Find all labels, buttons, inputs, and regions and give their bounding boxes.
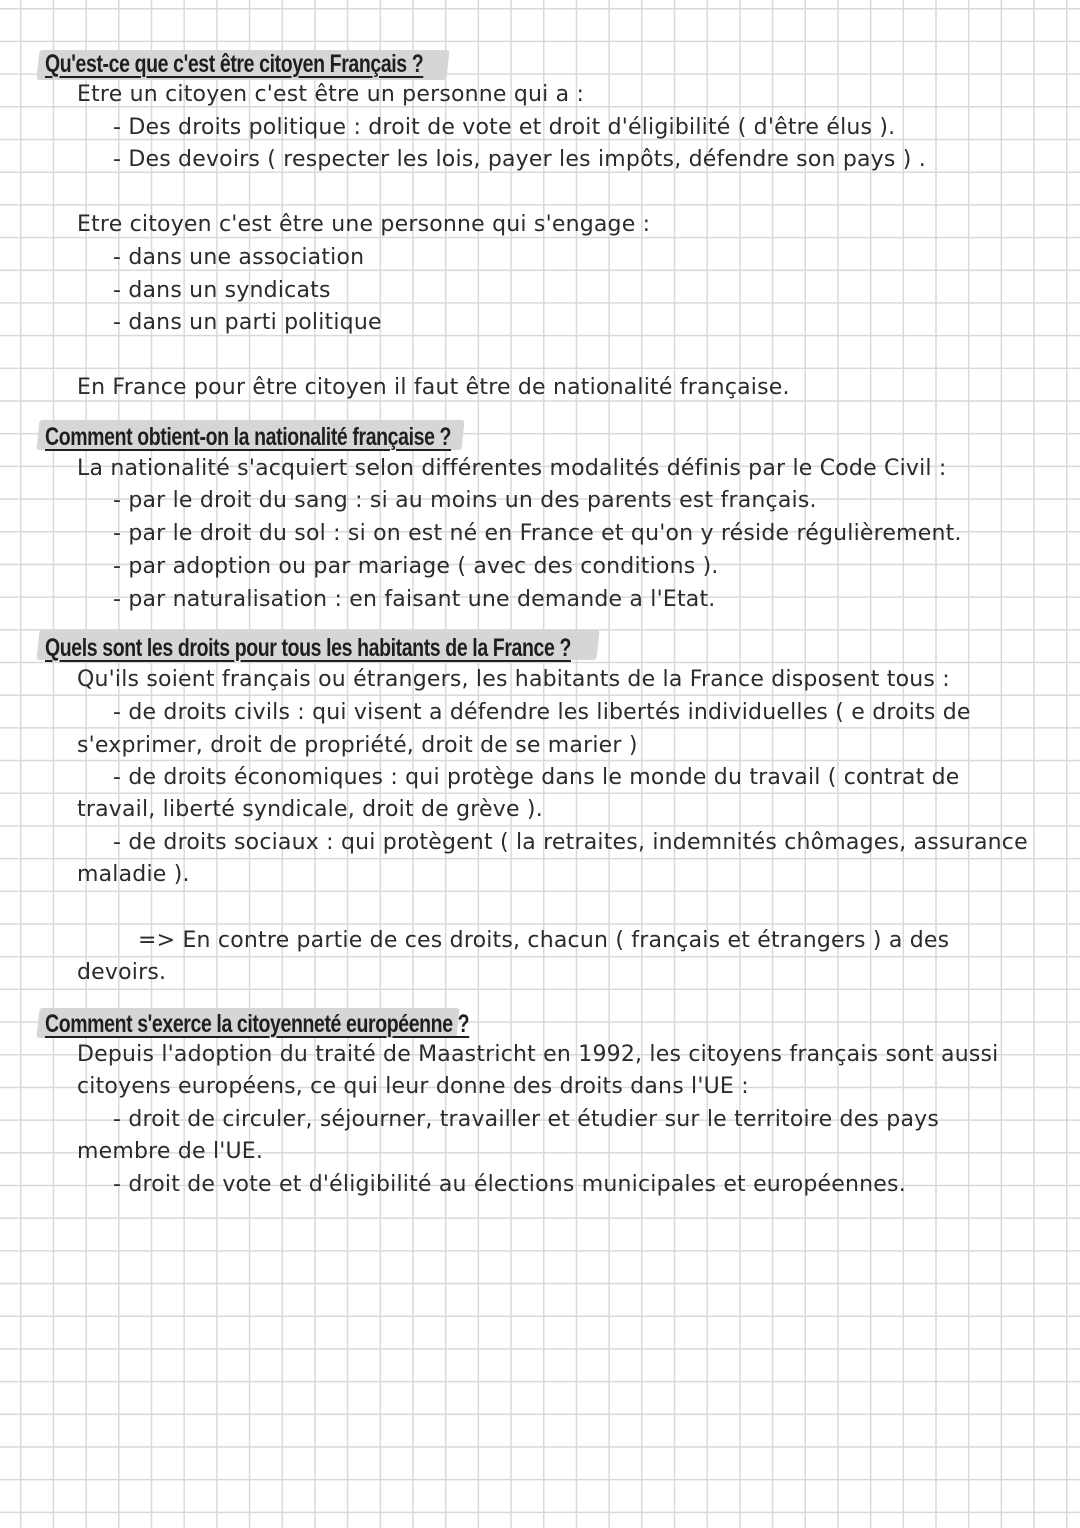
text-line: - droit de circuler, séjourner, travailler et étudier sur le territoire des pays xyxy=(113,1107,940,1132)
text-line: Etre un citoyen c'est être un personne qui a : xyxy=(77,82,585,107)
text-line: En France pour être citoyen il faut être de nationalité française. xyxy=(77,375,790,400)
text-line: - dans une association xyxy=(113,245,365,270)
text-line: - droit de vote et d'éligibilité au élections municipales et européennes. xyxy=(113,1172,906,1197)
text-line: - dans un parti politique xyxy=(113,310,382,335)
text-line: devoirs. xyxy=(77,960,167,985)
text-line: membre de l'UE. xyxy=(77,1139,264,1164)
text-line: Depuis l'adoption du traité de Maastricht en 1992, les citoyens français sont aussi xyxy=(77,1042,999,1067)
text-line: - de droits civils : qui visent a défendre les libertés individuelles ( e droits de xyxy=(113,700,971,725)
text-line: - par le droit du sang : si au moins un des parents est français. xyxy=(113,488,817,513)
text-line: Etre citoyen c'est être une personne qui s'engage : xyxy=(77,212,651,237)
section-heading: Comment s'exerce la citoyenneté européenne ? xyxy=(45,1010,470,1038)
text-line: => En contre partie de ces droits, chacun ( français et étrangers ) a des xyxy=(138,928,950,953)
section-heading: Comment obtient-on la nationalité française ? xyxy=(45,423,452,451)
text-line: maladie ). xyxy=(77,862,190,887)
text-line: - par le droit du sol : si on est né en France et qu'on y réside régulièrement. xyxy=(113,521,962,546)
text-line: La nationalité s'acquiert selon différentes modalités définis par le Code Civil : xyxy=(77,456,947,481)
text-line: Qu'ils soient français ou étrangers, les habitants de la France disposent tous : xyxy=(77,667,950,692)
text-line: - Des droits politique : droit de vote et droit d'éligibilité ( d'être élus ). xyxy=(113,115,896,140)
section-heading: Quels sont les droits pour tous les habitants de la France ? xyxy=(45,634,571,662)
section-heading: Qu'est-ce que c'est être citoyen Français ? xyxy=(45,50,424,78)
text-line: - par naturalisation : en faisant une demande a l'Etat. xyxy=(113,587,716,612)
text-line: - par adoption ou par mariage ( avec des conditions ). xyxy=(113,554,719,579)
text-line: citoyens européens, ce qui leur donne des droits dans l'UE : xyxy=(77,1074,749,1099)
text-line: s'exprimer, droit de propriété, droit de se marier ) xyxy=(77,733,638,758)
text-line: travail, liberté syndicale, droit de grève ). xyxy=(77,797,543,822)
text-line: - dans un syndicats xyxy=(113,278,331,303)
text-line: - de droits sociaux : qui protègent ( la retraites, indemnités chômages, assurance xyxy=(113,830,1028,855)
text-line: - de droits économiques : qui protège dans le monde du travail ( contrat de xyxy=(113,765,960,790)
text-line: - Des devoirs ( respecter les lois, payer les impôts, défendre son pays ) . xyxy=(113,147,926,172)
